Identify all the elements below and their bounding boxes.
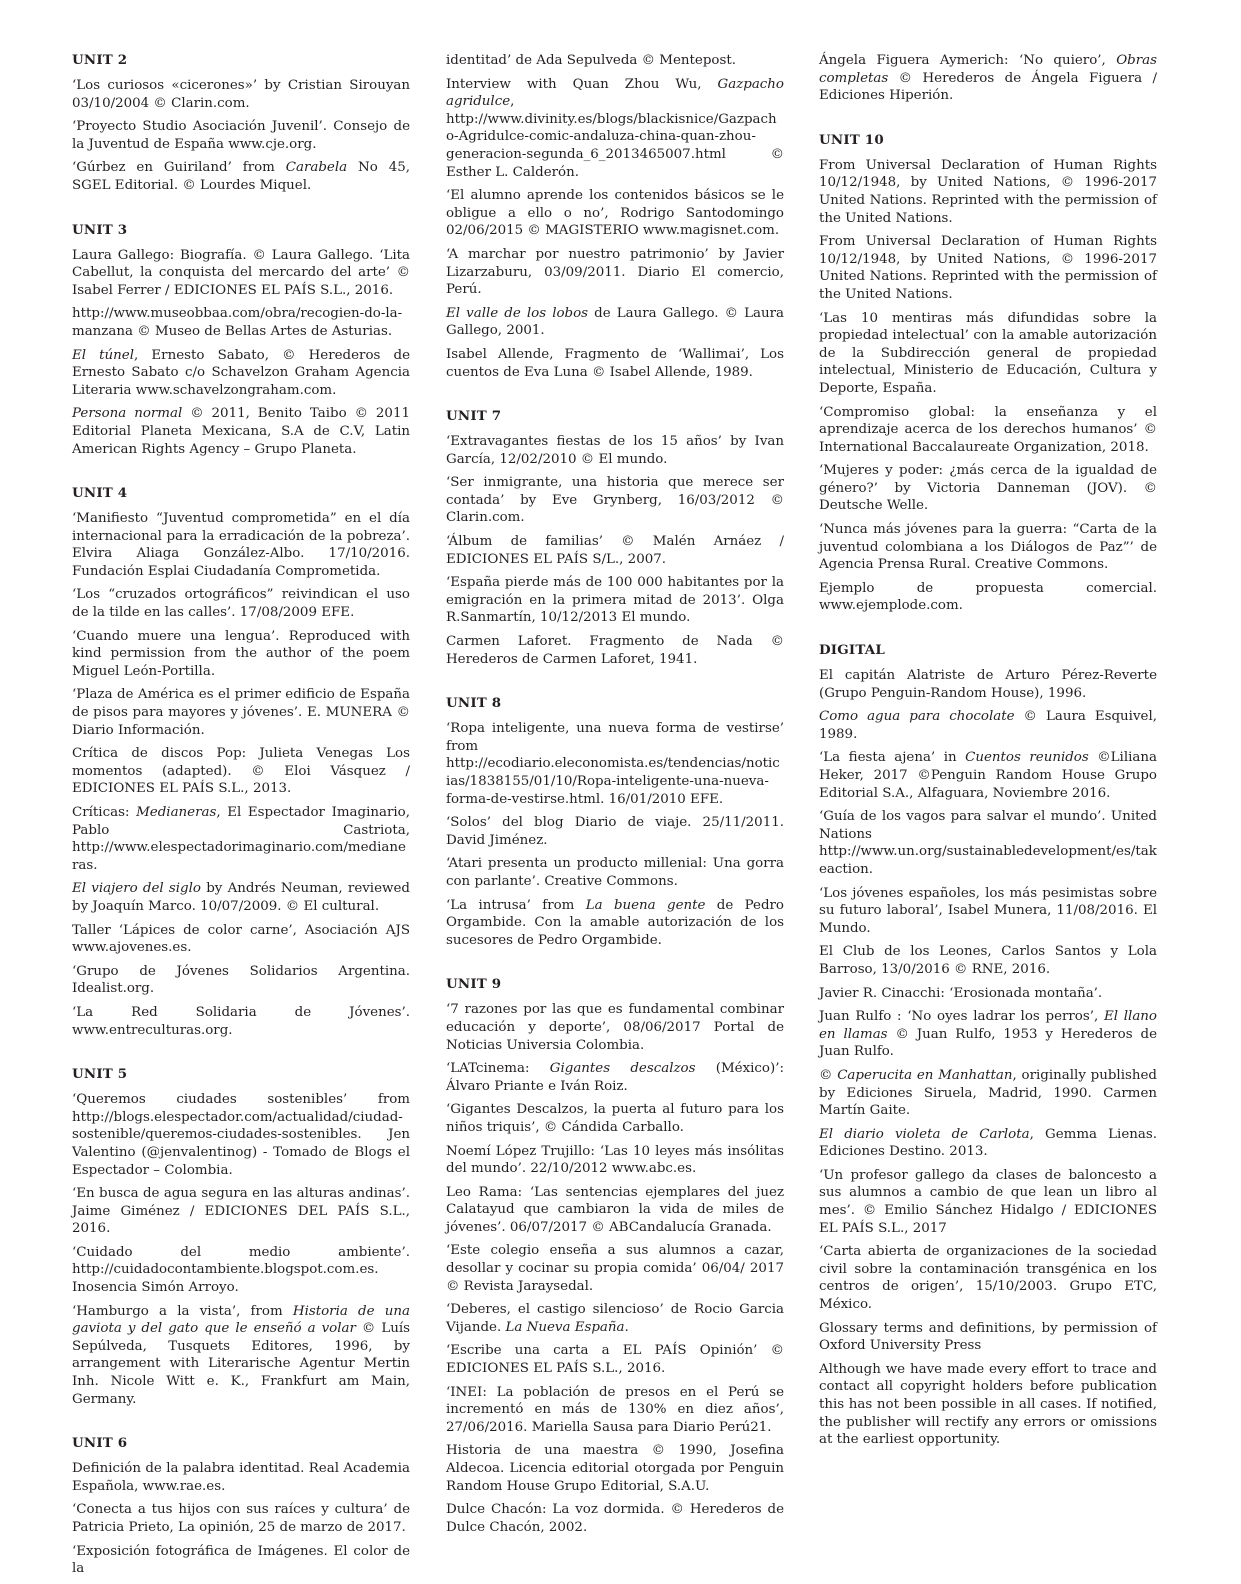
credit-text: ‘Proyecto Studio Asociación Juvenil’. Consejo de la Juventud de España www.cje.org. [72,119,410,152]
credit-text: ‘Solos’ del blog Diario de viaje. 25/11/2011. David Jiménez. [446,815,784,848]
credit-title-italic: La buena gente [585,897,706,913]
credit-text: , Ernesto Sabato, © Herederos de Ernesto Sabato c/o Schavelzon Graham Agencia Literaria www.schavelzongraham.com. [72,347,411,398]
credit-text: http://www.museobbaa.com/obra/recogien-do-la-manzana © Museo de Bellas Artes de Asturias. [72,306,403,339]
credit-text: . [624,1319,629,1335]
credit-text: ‘La Red Solidaria de Jóvenes’. www.entreculturas.org. [72,1004,410,1038]
credit-title-italic: Caperucita en Manhattan [837,1067,1013,1083]
section-heading: UNIT 4 [72,485,128,502]
credit-text: ©Liliana Heker, 2017 ©Penguin Random House Grupo Editorial S.A., Alfaguara, Noviembre 2016. [819,750,1157,801]
credit-title-italic: Carabela [285,160,348,176]
credit-text: Carmen Laforet. Fragmento de Nada © Herederos de Carmen Laforet, 1941. [446,634,784,667]
credit-entry [72,1004,410,1039]
credit-entry [72,1543,410,1578]
credit-text: ‘Escribe una carta a EL PAÍS Opinión’ © EDICIONES EL PAÍS S.L., 2016. [446,1343,784,1377]
credit-entry [72,347,410,400]
credit-entry [446,1001,784,1054]
credit-title-italic: Persona normal [72,406,183,422]
credit-entry [819,1008,1157,1061]
credit-entry [72,118,410,153]
credits-section [446,695,784,949]
credit-text: Críticas: [72,805,137,820]
credit-entry [819,985,1157,1003]
credit-text: Although we have made every effort to trace and contact all copyright holders before publication this has not been possible in all cases. If notified, the publisher will rectify any errors or omissions at the earliest opportunity. [819,1361,1157,1448]
credit-text: ‘Compromiso global: la enseñanza y el aprendizaje acerca de los derechos humanos’ © International Baccalaureate Organization, 2018. [819,404,1157,455]
credit-entry [446,76,784,182]
credit-text: Noemí López Trujillo: ‘Las 10 leyes más insólitas del mundo’. 22/10/2012 www.abc.es. [446,1143,784,1177]
credit-text: , Gemma Lienas. Ediciones Destino. 2013. [819,1126,1158,1160]
credit-entry [819,462,1157,515]
credit-title-italic: La Nueva España [505,1319,625,1335]
section-heading: UNIT 10 [819,131,884,148]
credit-text: © [819,1067,838,1083]
credit-text: ‘7 razones por las que es fundamental combinar educación y deporte’, 08/06/2017 Portal de Noticias Universia Colombia. [446,1002,784,1053]
credit-text: Juan Rulfo : ‘No oyes ladrar los perros’, [819,1009,1104,1025]
credit-entry [446,1242,784,1295]
credit-text: ‘El alumno aprende los contenidos básicos se le obligue a ello o no’, Rodrigo Santodomingo 02/06/2015 © MAGISTERIO www.magisnet.com. [446,188,784,239]
credit-text: ‘Cuidado del medio ambiente’. http://cuidadocontambiente.blogspot.com.es. Inosencia Simón Arroyo. [72,1244,410,1296]
credits-section [72,485,410,1039]
credit-entry [72,963,410,998]
credit-entry [72,1460,410,1495]
credit-text: ‘Gúrbez en Guiriland’ from [72,160,286,176]
credit-entry [446,855,784,890]
credit-entry [446,1060,784,1095]
credit-text: ‘Guía de los vagos para salvar el mundo’. United Nations http://www.un.org/sustainabledevelopment/es/takeaction. [819,809,1157,877]
credit-entry [819,521,1157,574]
credit-text: © Herederos de Ángela Figuera / Ediciones Hiperión. [819,70,1157,104]
credit-text: ‘Este colegio enseña a sus alumnos a cazar, desollar y cocinar su propia comida’ 06/04/ 2017 © Revista Jaraysedal. [446,1243,784,1294]
credit-entry [72,77,410,112]
credit-text: ‘España pierde más de 100 000 habitantes por la emigración en la primera mitad de 2013’. Olga R.Sanmartín, 10/12/2013 El mundo. [446,575,784,626]
credit-entry [446,474,784,527]
credit-text: ‘Carta abierta de organizaciones de la sociedad civil sobre la contaminación transgénica en los centros de origen’, 15/10/2003. Grupo ETC, México. [819,1244,1157,1313]
credit-entry [446,574,784,627]
credits-section [446,976,784,1536]
section-heading: UNIT 5 [72,1066,128,1083]
credit-entry [446,1442,784,1495]
credit-entry [72,686,410,739]
credit-entry [72,405,410,458]
credits-section [72,1066,410,1408]
credit-title-italic: El viajero del siglo [72,881,201,897]
credit-entry [819,1167,1157,1237]
credit-entry [446,720,784,808]
credit-text: de Pedro Orgambide. Con la amable autorización de los sucesores de Pedro Orgambide. [446,897,784,948]
credit-entry [819,943,1157,978]
credit-entry [72,804,410,874]
credit-text: ‘En busca de agua segura en las alturas andinas’. Jaime Giménez / EDICIONES DEL PAÍS S.L., 2016. [72,1186,410,1237]
credit-text: ‘Exposición fotográfica de Imágenes. El color de la [72,1543,410,1577]
credits-section [72,52,410,195]
credit-entry [72,745,410,798]
credit-text: © Luís Sepúlveda, Tusquets Editores, 1996, by arrangement with Literarische Agentur Mertin Inh. Nicole Witt e. K., Frankfurt am Main, Germany. [72,1321,411,1407]
credit-entry [819,52,1157,105]
credit-entry [446,52,784,70]
credit-entry [72,1303,410,1409]
credit-text: ‘Conecta a tus hijos con sus raíces y cultura’ de Patricia Prieto, La opinión, 25 de marzo de 2017. [72,1502,410,1535]
credit-entry [819,1126,1157,1161]
credit-entry [446,433,784,468]
credit-text: From Universal Declaration of Human Rights 10/12/1948, by United Nations, © 1996-2017 United Nations. Reprinted with the permission of the United Nations. [819,157,1157,226]
credit-entry [446,305,784,340]
credit-entry [446,533,784,568]
credit-text: Historia de una maestra © 1990, Josefina Aldecoa. Licencia editorial otorgada por Penguin Random House Grupo Editorial, S.A.U. [446,1443,784,1494]
credit-entry [446,633,784,668]
section-heading: UNIT 2 [72,52,128,68]
credit-entry [72,1185,410,1238]
section-heading: UNIT 7 [446,408,502,425]
credit-entry [446,814,784,849]
credits-section [819,642,1157,1449]
credit-entry [446,1184,784,1237]
credit-text: Isabel Allende, Fragmento de ‘Wallimai’, Los cuentos de Eva Luna © Isabel Allende, 1989. [446,346,784,380]
credit-entry [819,157,1157,227]
credit-text: © Juan Rulfo, 1953 y Herederos de Juan Rulfo. [819,1026,1157,1060]
credit-title-italic: Gigantes descalzos [549,1061,696,1077]
credit-text: ‘Los “cruzados ortográficos” reivindican el uso de la tilde en las calles’. 17/08/2009 EFE. [72,587,410,621]
credit-entry [446,897,784,950]
column-3 [819,52,1157,1455]
credit-text: , originally published by Ediciones Siruela, Madrid, 1990. Carmen Martín Gaite. [819,1067,1157,1119]
credit-entry [72,586,410,621]
credit-entry [72,880,410,915]
credit-text: ‘Ropa inteligente, una nueva forma de vestirse’ from http://ecodiario.eleconomista.es/tendencias/noticias/1838155/01/10/Ropa-inteligente-una-nueva-forma-de-vestirse.html. 16/01/2010 EFE. [446,721,784,807]
credits-section [446,408,784,668]
credit-text: ‘La intrusa’ from [446,897,586,913]
credit-text: Javier R. Cinacchi: ‘Erosionada montaña’. [819,985,1103,1001]
credit-title-italic: El valle de los lobos [446,305,589,321]
credit-text: ‘Cuando muere una lengua’. Reproduced with kind permission from the author of the poem Miguel León-Portilla. [72,628,410,679]
credit-title-italic: Cuentos reunidos [965,750,1089,766]
credit-text: Interview with Quan Zhou Wu, [446,76,718,92]
credit-entry [819,233,1157,303]
credit-text: ‘Atari presenta un producto millenial: Una gorra con parlante’. Creative Commons. [446,856,784,889]
credit-entry [72,247,410,300]
credit-text: ‘Los jóvenes españoles, los más pesimistas sobre su futuro laboral’, Isabel Munera, 11/08/2016. El Mundo. [819,885,1157,936]
credit-title-italic: Medianeras [136,805,217,820]
credit-entry [446,246,784,299]
credit-title-italic: Obras completas [819,53,1157,86]
section-heading: DIGITAL [819,642,886,659]
credits-section [72,222,410,459]
credit-text: © Laura Esquivel, 1989. [819,709,1157,742]
credit-title-italic: Historia de una gaviota y del gato que le enseñó a volar [72,1303,410,1337]
credits-section [72,1435,410,1578]
credit-text: ‘Las 10 mentiras más difundidas sobre la propiedad intelectual’ con la amable autorización de la Subdirección general de propiedad intelectual, Ministerio de Educación, Cultura y Deporte, España. [819,310,1157,396]
credit-entry [446,346,784,381]
credit-entry [819,580,1157,615]
credit-entry [819,667,1157,702]
credit-text: identitad’ de Ada Sepulveda © Mentepost. [446,53,736,68]
credit-text: by Andrés Neuman, reviewed by Joaquín Marco. 10/07/2009. © El cultural. [72,881,410,914]
credit-text: ‘Un profesor gallego da clases de baloncesto a sus alumnos a cambio de que lean un libro al mes’. © Emilio Sánchez Hidalgo / EDICIONES EL PAÍS S.L., 2017 [819,1167,1157,1236]
credit-text: Definición de la palabra identitad. Real Academia Española, www.rae.es. [72,1461,410,1494]
section-heading: UNIT 3 [72,221,128,238]
credit-text: , http://www.divinity.es/blogs/blackisnice/Gazpacho-Agridulce-comic-andaluza-china-quan-zhou-generacion-segunda_6_2013465007.html © Esther L. Calderón. [446,94,784,180]
credit-entry [819,1067,1157,1120]
credit-entry [446,1101,784,1136]
credit-text: © 2011, Benito Taibo © 2011 Editorial Planeta Mexicana, S.A de C.V, Latin American Rights Agency – Grupo Planeta. [72,406,410,457]
credit-text: Ejemplo de propuesta comercial. www.ejemplode.com. [819,580,1157,614]
credits-section [446,52,784,381]
credit-entry [819,404,1157,457]
credit-text: Leo Rama: ‘Las sentencias ejemplares del juez Calatayud que cambiaron la vida de miles de jóvenes’. 06/07/2017 © ABCandalucía Granada. [446,1184,784,1235]
column-1 [72,52,410,1584]
credit-text: ‘Grupo de Jóvenes Solidarios Argentina. Idealist.org. [72,963,410,997]
credit-text: ‘INEI: La población de presos en el Perú se incrementó en más de 130% en diez años’, 27/06/2016. Mariella Sausa para Diario Perú21. [446,1384,784,1435]
credit-text: Taller ‘Lápices de color carne’, Asociación AJS www.ajovenes.es. [72,922,410,956]
credit-text: ‘A marchar por nuestro patrimonio’ by Javier Lizarzaburu, 03/09/2011. Diario El comercio, Perú. [446,246,784,298]
credit-entry [819,1243,1157,1313]
credit-text: , El Espectador Imaginario, Pablo Castriota, http://www.elespectadorimaginario.com/medianeras. [72,805,410,873]
credit-entry [819,708,1157,743]
credit-text: ‘Plaza de América es el primer edificio de España de pisos para mayores y jóvenes’. E. MUNERA © Diario Información. [72,687,410,738]
credits-section [819,132,1157,615]
credit-entry [72,510,410,580]
credit-title-italic: Como agua para chocolate [819,709,1015,725]
credit-entry [72,922,410,957]
credit-entry [446,1143,784,1178]
credit-entry [446,1301,784,1336]
credit-text: ‘Extravagantes fiestas de los 15 años’ by Ivan García, 12/02/2010 © El mundo. [446,434,784,467]
credit-text: No 45, SGEL Editorial. © Lourdes Miquel. [72,160,410,193]
credit-entry [72,159,410,194]
credit-text: El Club de los Leones, Carlos Santos y Lola Barroso, 13/0/2016 © RNE, 2016. [819,944,1157,977]
credit-text: Ángela Figuera Aymerich: ‘No quiero’, [819,53,1117,68]
credit-title-italic: El túnel [72,347,135,363]
credit-text: ‘Ser inmigrante, una historia que merece ser contada’ by Eve Grynberg, 16/03/2012 © Clarin.com. [446,475,784,526]
section-heading: UNIT 6 [72,1435,128,1452]
credit-entry [72,1501,410,1536]
credit-title-italic: El diario violeta de Carlota [819,1126,1030,1142]
credit-entry [819,310,1157,398]
credit-entry [819,749,1157,802]
credit-text: ‘Los curiosos «cicerones»’ by Cristian Sirouyan 03/10/2004 © Clarin.com. [72,78,410,111]
credit-text: From Universal Declaration of Human Rights 10/12/1948, by United Nations, © 1996-2017 United Nations. Reprinted with the permission of the United Nations. [819,234,1157,302]
credit-entry [819,1320,1157,1355]
credit-text: ‘Gigantes Descalzos, la puerta al futuro para los niños triquis’, © Cándida Carballo. [446,1102,784,1135]
credit-text: ‘Nunca más jóvenes para la guerra: “Carta de la juventud colombiana a los Diálogos de Paz”’ de Agencia Prensa Rural. Creative Commons. [819,522,1157,573]
credit-entry [819,1361,1157,1449]
credit-text: ‘Mujeres y poder: ¿más cerca de la igualdad de género?’ by Victoria Danneman (JOV). © Deutsche Welle. [819,463,1157,514]
credit-entry [72,628,410,681]
credit-entry [72,1091,410,1179]
credit-entry [446,1384,784,1437]
credit-title-italic: Gazpacho agridulce [446,76,784,110]
credit-text: ‘LATcinema: [446,1061,550,1077]
credit-title-italic: El llano en llamas [819,1009,1157,1042]
credit-text: de Laura Gallego. © Laura Gallego, 2001. [446,305,785,339]
credit-entry [819,885,1157,938]
credit-entry [72,305,410,340]
credit-text: ‘Manifiesto “Juventud comprometida” en el día internacional para la erradicación de la pobreza’. Elvira Aliaga González-Albo. 17/10/2016. Fundación Esplai Ciudadanía Comprometida. [72,511,410,579]
credits-section [819,52,1157,105]
credit-text: ‘Queremos ciudades sostenibles’ from http://blogs.elespectador.com/actualidad/ciudad-sostenible/queremos-ciudades-sostenibles. Jen Valentino (@jenvalentinog) - Tomado de Blogs el Espectador – Colombia. [72,1092,410,1178]
credit-text: ‘Hamburgo a la vista’, from [72,1303,293,1319]
credit-entry [446,1501,784,1536]
column-2 [446,52,784,1542]
credit-text: Laura Gallego: Biografía. © Laura Gallego. ‘Lita Cabellut, la conquista del mercardo del arte’ © Isabel Ferrer / EDICIONES EL PAÍS S.L., 2016. [72,247,410,298]
credit-entry [446,187,784,240]
credit-text: ‘Deberes, el castigo silencioso’ de Rocio Garcia Vijande. [446,1302,784,1335]
credit-entry [72,1244,410,1297]
credit-text: (México)’: Álvaro Priante e Iván Roiz. [446,1061,784,1094]
section-heading: UNIT 9 [446,976,502,993]
credit-text: Dulce Chacón: La voz dormida. © Herederos de Dulce Chacón, 2002. [446,1502,784,1535]
credit-text: Glossary terms and definitions, by permission of Oxford University Press [819,1320,1157,1354]
credit-text: Crítica de discos Pop: Julieta Venegas Los momentos (adapted). © Eloi Vásquez / EDICIONES EL PAÍS S.L., 2013. [72,746,410,797]
credit-entry [446,1342,784,1377]
credit-text: El capitán Alatriste de Arturo Pérez-Reverte (Grupo Penguin-Random House), 1996. [819,668,1157,701]
section-heading: UNIT 8 [446,695,502,712]
credit-text: ‘La fiesta ajena’ in [819,750,966,766]
credit-entry [819,808,1157,878]
credit-text: ‘Álbum de familias’ © Malén Arnáez / EDICIONES EL PAÍS S/L., 2007. [446,534,784,567]
